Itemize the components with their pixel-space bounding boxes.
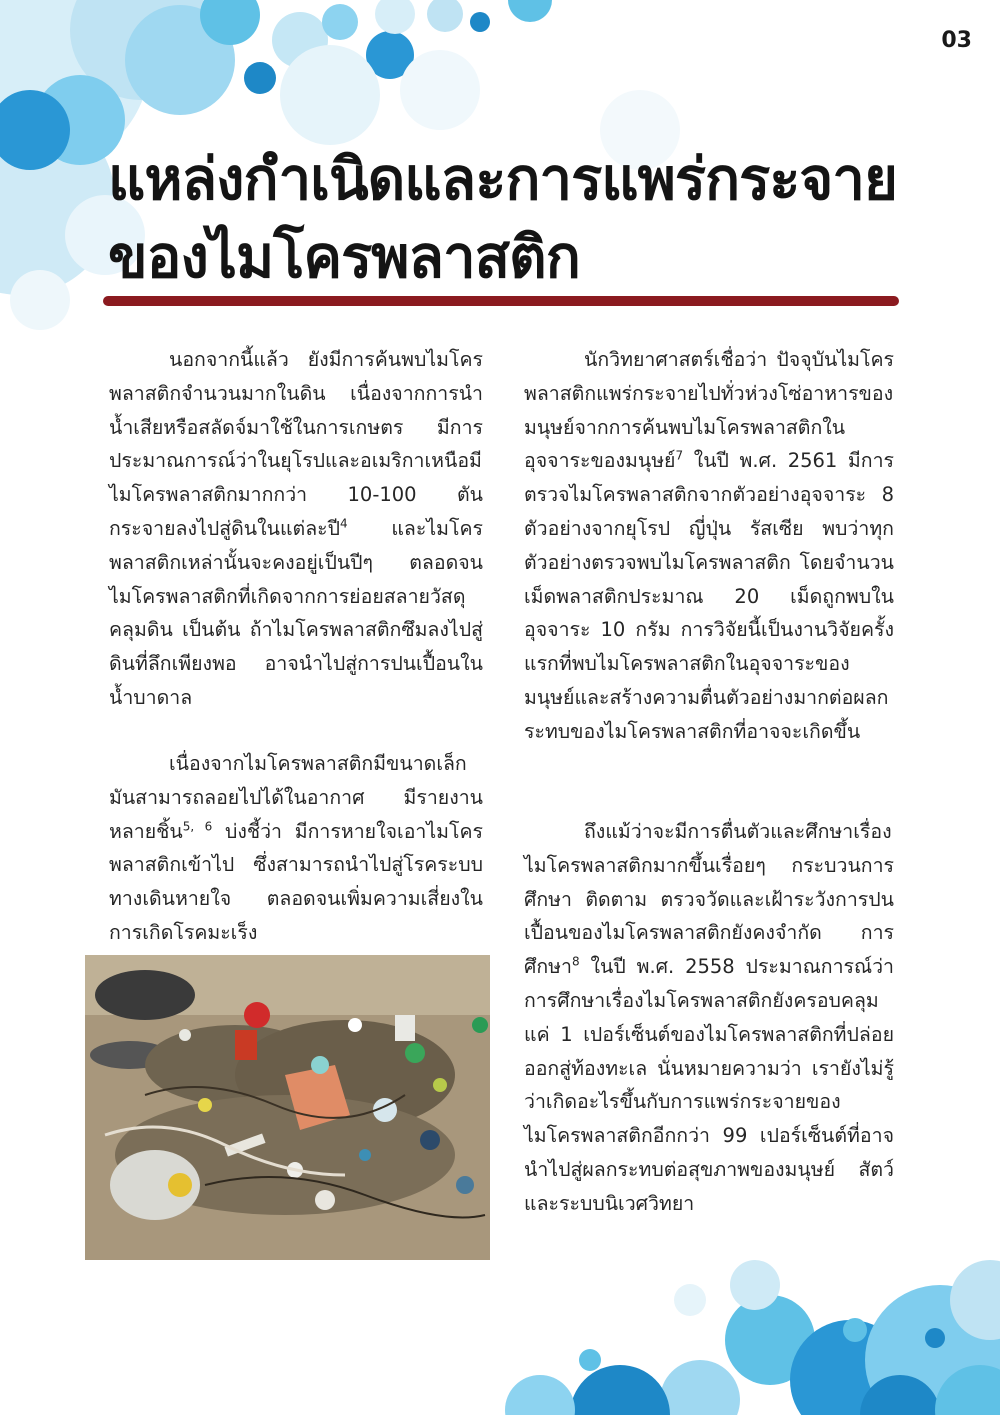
right-column-paragraph-2 [524,815,894,1221]
citation-ref: 5, 6 [182,819,213,834]
citation-ref: 4 [340,516,348,531]
bubble-cluster-bottom-right [505,1260,1000,1415]
paragraph-text: นอกจากนี้แล้ว ยังมีการค้นพบไมโครพลาสติกจำนวนมากในดิน เนื่องจากการนำน้ำเสียหรือสลัดจ์มาใช้ในการเกษตร มีการประมาณการณ์ว่าในยุโรปและอเมริกาเหนือมีไมโครพลาสติกมากกว่า 10-100 ตัน กระจายลงไปสู่ดินในแต่ละปี [109,348,483,540]
paragraph-text: เนื่องจากไมโครพลาสติกมีขนาดเล็กมันสามารถลอยไปได้ในอากาศ มีรายงานหลายชิ้น [109,752,483,843]
paragraph-text: บ่งชี้ว่า มีการหายใจเอาไมโครพลาสติกเข้าไป ซึ่งสามารถนำไปสู่โรคระบบทางเดินหายใจ ตลอดจนเพิ่มความเสี่ยงในการเกิดโรคมะเร็ง [109,819,484,944]
paragraph-text: ถึงแม้ว่าจะมีการตื่นตัวและศึกษาเรื่องไมโครพลาสติกมากขึ้นเรื่อยๆ กระบวนการศึกษา ติดตาม ตรวจวัดและเฝ้าระวังการปนเปื้อนของไมโครพลาสติกยังคงจำกัด การศึกษา [524,820,894,979]
paragraph-text: นักวิทยาศาสตร์เชื่อว่า ปัจจุบันไมโครพลาสติกแพร่กระจายไปทั่วห่วงโซ่อาหารของมนุษย์จากการค้นพบไมโครพลาสติกในอุจจาระของมนุษย์ [524,348,894,473]
right-column-paragraph-1 [524,343,894,749]
paragraph-text: ในปี พ.ศ. 2561 มีการตรวจไมโครพลาสติกจากตัวอย่างอุจจาระ 8 ตัวอย่างจากยุโรป ญี่ปุ่น รัสเซีย พบว่าทุกตัวอย่างตรวจพบไมโครพลาสติก โดยจำนวนเม็ดพลาสติกประมาณ 20 เม็ดถูกพบในอุจจาระ 10 กรัม การวิจัยนี้เป็นงานวิจัยครั้งแรกที่พบไมโครพลาสติกในอุจจาระของมนุษย์และสร้างความตื่นตัวอย่างมากต่อผลกระทบของไมโครพลาสติกที่อาจจะเกิดขึ้น [524,449,894,743]
title-underline [103,296,899,306]
left-column-paragraph-2 [109,747,483,950]
paragraph-text: และไมโครพลาสติกเหล่านั้นจะคงอยู่เป็นปีๆ ตลอดจนไมโครพลาสติกที่เกิดจากการย่อยสลายวัสดุคลุมดิน เป็นต้น ถ้าไมโครพลาสติกซึมลงไปสู่ดินที่ลึกเพียงพอ อาจนำไปสู่การปนเปื้อนในน้ำบาดาล [109,516,483,709]
beach-plastic-debris-photo [85,955,490,1260]
left-column-paragraph-1 [109,343,483,715]
citation-ref: 8 [572,954,580,969]
page-title-line-2: ของไมโครพลาสติก [108,223,580,291]
paragraph-text: ในปี พ.ศ. 2558 ประมาณการณ์ว่า การศึกษาเรื่องไมโครพลาสติกยังครอบคลุมแค่ 1 เปอร์เซ็นต์ของไมโครพลาสติกที่ปล่อยออกสู่ท้องทะเล นั่นหมายความว่า เรายังไม่รู้ว่าเกิดอะไรขึ้นกับการแพร่กระจายของไมโครพลาสติกอีกกว่า 99 เปอร์เซ็นต์ที่อาจนำไปสู่ผลกระทบต่อสุขภาพของมนุษย์ สัตว์ และระบบนิเวศวิทยา [524,955,894,1215]
citation-ref: 7 [675,448,684,463]
page-number: 03 [941,28,972,53]
page-title-line-1: แหล่งกำเนิดและการแพร่กระจาย [108,145,897,213]
page-title [108,140,928,296]
